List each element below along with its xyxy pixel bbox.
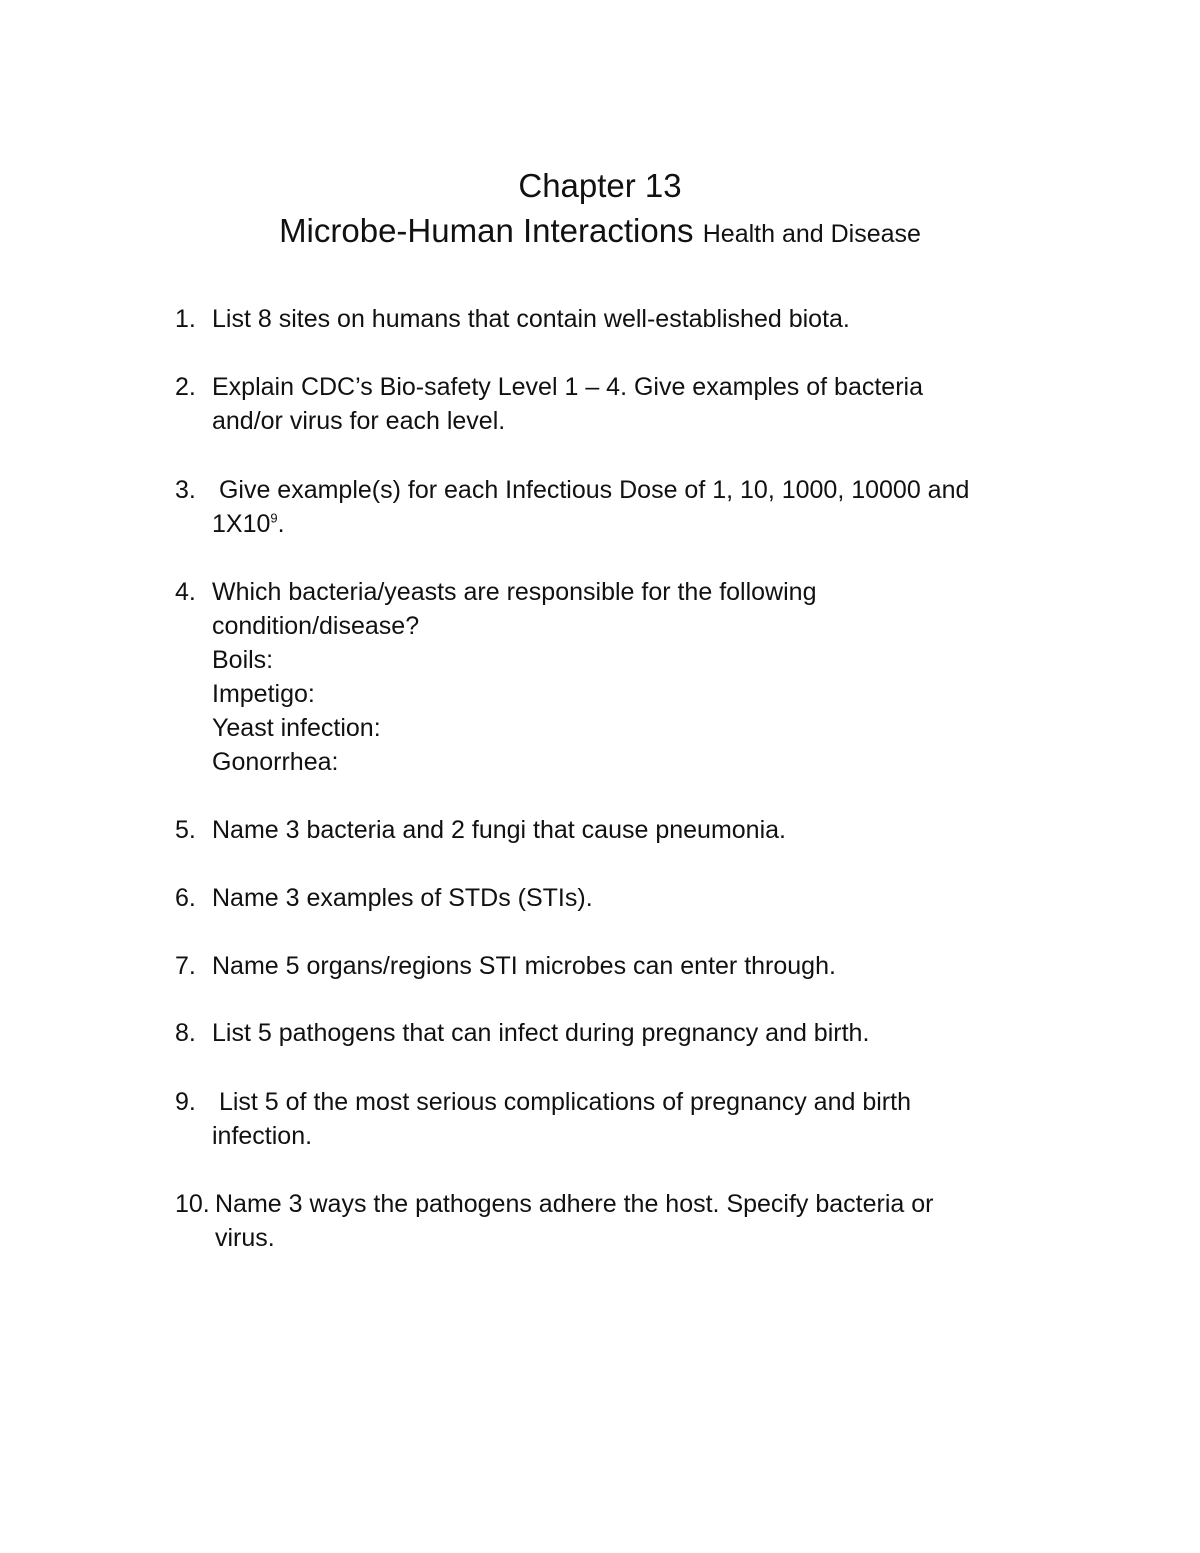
question-1 [175, 302, 1075, 336]
question-number: 8. [175, 1019, 196, 1047]
question-9 [175, 1085, 1075, 1153]
condition-gonorrhea: Gonorrhea: [212, 748, 339, 776]
chapter-subtitle [0, 211, 1200, 254]
condition-yeast-infection: Yeast infection: [212, 714, 381, 742]
chapter-title: Chapter 13 [518, 167, 682, 204]
question-number: 9. [175, 1088, 196, 1116]
question-text: virus. [215, 1224, 275, 1252]
question-number: 6. [175, 884, 196, 912]
question-text: Which bacteria/yeasts are responsible for the following [212, 578, 817, 606]
question-number: 5. [175, 816, 196, 844]
question-2 [175, 370, 1075, 438]
question-number: 10. [175, 1190, 210, 1218]
question-3 [175, 473, 1075, 541]
question-8 [175, 1016, 1075, 1050]
question-10 [175, 1187, 1075, 1255]
question-7 [175, 949, 1075, 983]
question-text: Name 5 organs/regions STI microbes can enter through. [212, 952, 836, 980]
question-text: Name 3 ways the pathogens adhere the host. Specify bacteria or [215, 1190, 934, 1218]
question-text: Name 3 bacteria and 2 fungi that cause pneumonia. [212, 816, 786, 844]
subtitle-small: Health and Disease [702, 220, 921, 248]
dose-period: . [277, 510, 285, 538]
question-4 [175, 575, 1075, 779]
question-5 [175, 813, 1075, 847]
condition-boils: Boils: [212, 646, 274, 674]
question-text: List 5 of the most serious complications of pregnancy and birth [212, 1088, 911, 1116]
question-text: condition/disease? [212, 612, 420, 640]
question-6 [175, 881, 1075, 915]
question-text: List 8 sites on humans that contain well-established biota. [212, 305, 850, 333]
question-text: Give example(s) for each Infectious Dose of 1, 10, 1000, 10000 and [212, 476, 970, 504]
question-text-dose [212, 507, 1075, 541]
question-text: and/or virus for each level. [212, 407, 506, 435]
subtitle-main: Microbe-Human Interactions [279, 212, 694, 249]
dose-base: 1X10 [212, 510, 271, 538]
question-number: 1. [175, 305, 196, 333]
question-text: Name 3 examples of STDs (STIs). [212, 884, 593, 912]
condition-impetigo: Impetigo: [212, 680, 315, 708]
question-number: 7. [175, 952, 196, 980]
question-text: List 5 pathogens that can infect during pregnancy and birth. [212, 1019, 870, 1047]
question-number: 4. [175, 578, 196, 606]
question-text: Explain CDC’s Bio-safety Level 1 – 4. Give examples of bacteria [212, 373, 923, 401]
question-text: infection. [212, 1122, 313, 1150]
question-number: 2. [175, 373, 196, 401]
dose-exponent: 9 [270, 510, 278, 526]
question-number: 3. [175, 476, 196, 504]
